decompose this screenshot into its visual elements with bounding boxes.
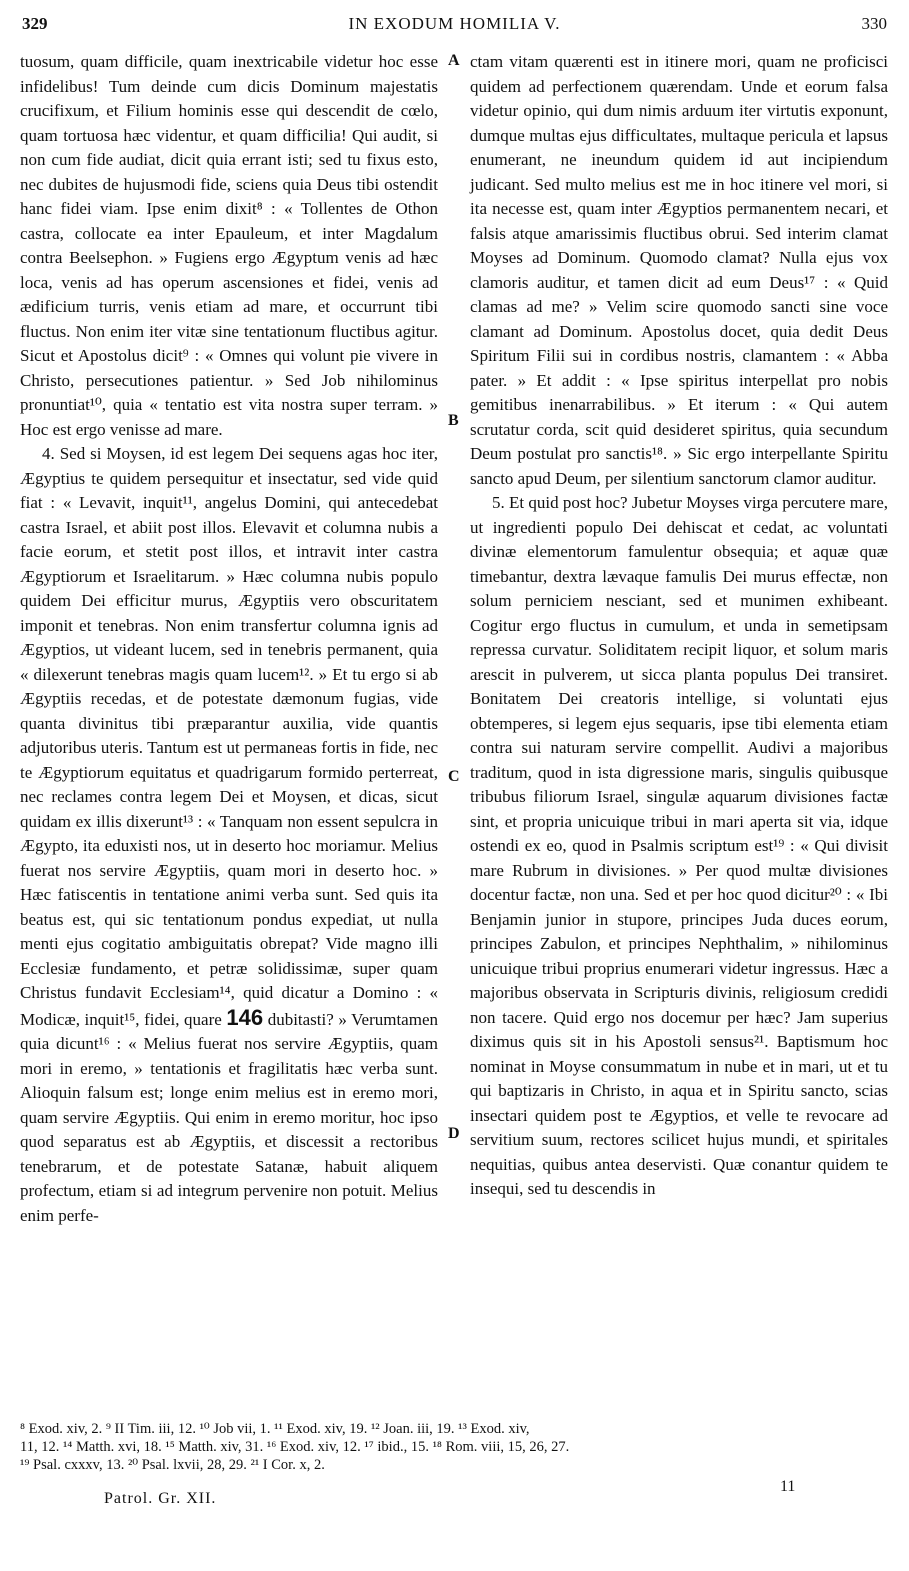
paragraph-5: 5. Et quid post hoc? Jubetur Moyses virga percutere mare, ut ingredienti populo Dei dehiscat et cedat, ac voluntati divinæ elementorum famulentur obsequia; et aquæ quæ timebantur, dextra lævaque famulis Dei murus effectæ, non solum perniciem nesciant, sed et munimen exhibeant. Cogitur ergo fluctus in cumulum, et unda in semetipsam repressa curvatur. Soliditatem recipit liquor, et solum maris arescit in pulverem, ut sicca planta populus Dei transiret. Bonitatem Dei creatoris intellige, si voluntati ejus obtemperes, si legem ejus sequaris, ipse tibi elementa etiam contra sui naturam servire compellit. Audivi a majoribus traditum, quod in ista digressione maris, singulis quibusque tribubus filiorum Israel, singulæ aquarum divisiones factæ sint, et propria unicuique tribui in mari aperta sit via, idque ostendi ex eo, quod in Psalmis scriptum est¹⁹ : « Qui divisit mare Rubrum in divisiones. » Per quod multæ divisiones docentur factæ, non una. Sed et per hoc quod dicitur²⁰ : « Ibi Benjamin junior in stupore, principes Juda duces eorum, principes Zabulon, et principes Nephthalim, » nihilominus unicuique tribui proprius enumerari videtur ingressus. Hæc a majoribus observata in Scripturis divinis, religiosum credidi non tacere. Quid ergo nos docemur per hæc? Jam superius diximus quis sit in his Apostoli sensus²¹. Baptismum hoc nominat in Moyse consummatum in nube et in mari, ut et tu qui baptizaris in Christo, in aqua et in Spiritu sancto, scias insectari quidem post te Ægyptios, et velle te revocare ad servitium suum, rectores scilicet hujus mundi, et spiritales nequitias, quibus antea deservisti. Quæ conantur quidem te insequi, sed tu descendis in: [470, 493, 888, 1198]
signature-mark: 11: [780, 1478, 796, 1495]
page-header: [22, 14, 887, 44]
right-column: [470, 50, 888, 1202]
page-number-right: 330: [861, 14, 887, 33]
margin-letter-b: B: [448, 412, 459, 429]
paragraph-4: [20, 442, 438, 1228]
footnote-line: ¹⁹ Psal. cxxxv, 13. ²⁰ Psal. lxvii, 28, 29. ²¹ I Cor. x, 2.: [20, 1457, 325, 1473]
left-column: [20, 50, 438, 1228]
footnote-line: ⁸ Exod. xiv, 2. ⁹ II Tim. iii, 12. ¹⁰ Job vii, 1. ¹¹ Exod. xiv, 19. ¹² Joan. iii, 19. ¹³ Exod. xiv,: [20, 1421, 530, 1437]
page-marker-146: 146: [226, 1004, 264, 1030]
paragraph: ctam vitam quærenti est in itinere mori, quam ne proficisci quidem ad perfectionem quærendam. Unde et eorum falsa videtur opinio, qui dum nimis arduum iter virtutis exponunt, dumque multas ejus difficultates, multaque pericula et lapsus enumerant, ne ineundum quidem id aut incipiendum judicant. Sed multo melius est me in hoc itinere vel mori, si ita necesse est, quam inter Ægyptios permanentem necari, et falsis atque amarissimis fluctibus obrui. Sed interim clamat Moyses ad Dominum. Quomodo clamat? Nulla ejus vox clamoris auditur, et tamen dicit ad eum Deus¹⁷ : « Quid clamas ad me? » Velim scire quomodo sancti sine voce clamant ad Dominum. Apostolus docet, quia dedit Deus Spiritum Filii sui in cordibus nostris, clamantem : « Abba pater. » Et addit : « Ipse spiritus interpellat pro nobis gemitibus inenarrabilibus. » Et iterum : « Qui autem scrutatur corda, scit quid desideret spiritus, quia secundum Deum postulat pro sanctis¹⁸. » Sic ergo interpellante Spiritu sancto apud Deum, per silentium sanctorum clamor auditur.: [470, 52, 888, 488]
margin-letter-d: D: [448, 1125, 460, 1142]
margin-letter-a: A: [448, 52, 460, 69]
paragraph-text: 4. Sed si Moysen, id est legem Dei sequens agas hoc iter, Ægyptius te quidem persequitur et insectatur, sed vide quid fiat : « Levavit, inquit¹¹, angelus Domini, qui antecedebat castra Israel, et abiit post illos. Elevavit et columna nubis a facie eorum, et stetit post illos, et intravit inter castra Ægyptiorum et Israelitarum. » Hæc columna nubis populo quidem Dei efficitur murus, Ægyptiis vero obscuritatem imponit et tenebras. Non enim transfertur columna ignis ad Ægyptios, ut videant lucem, sed in tenebris permanent, quia « dilexerunt tenebras magis quam lucem¹². » Et tu ergo si ab Ægyptiis recedas, et de potestate dæmonum fugias, vide quanta divinitus tibi præparantur auxilia, vide quantis adjutoribus uteris. Tantum est ut permaneas fortis in fide, nec te Ægyptiorum equitatus et quadrigarum formido perterreat, nec reclames contra legem Dei et Moysen, et dicas, sicut quidam ex illis dixerunt¹³ : « Tanquam non essent sepulcra in Ægypto, ita eduxisti nos, ut in deserto hoc moriamur. Melius fuerat nos servire Ægyptiis, quam mori in deserto hoc. » Hæc fatiscentis in tentatione animi verba sunt. Sed quis ita beatus est, qui sic tentationum pondus expediat, ut nulla menti ejus cogitatio ambiguitatis obrepat? Vide magno illi Ecclesiæ fundamento, et petræ solidissimæ, super quam Christus fundavit Ecclesiam¹⁴, quid dicatur a Domino : « Modicæ, inquit¹⁵, fidei, quare: [20, 444, 438, 1029]
margin-letter-c: C: [448, 768, 460, 785]
paragraph-text-continued: dubitasti? » Verumtamen quia dicunt¹⁶ : « Melius fuerat nos servire Ægyptiis, quam mori in eremo, » tentationis et fragilitatis hæc verba sunt. Alioquin falsum est; longe enim melius est in eremo mori, quam servire Ægyptiis. Qui enim in eremo moritur, hoc ipso quod separatus est ab Ægyptiis, et discessit a rectoribus tenebrarum, et de potestate Satanæ, habuit aliquem profectum, etiam si ad integrum pervenire non potuit. Melius enim perfe-: [20, 1009, 438, 1225]
patrologia-footer: Patrol. Gr. XII.: [104, 1490, 217, 1507]
paragraph: tuosum, quam difficile, quam inextricabile videtur hoc esse infidelibus! Tum deinde cum dicis Dominum majestatis crucifixum, et Filium hominis esse qui descendit de cœlo, quam tortuosa hæc videntur, et quam difficilia! Qui audit, si non cum fide audiat, dicit quia errant isti; sed tu fixus esto, nec dubites de hujusmodi fide, sciens quia Deus tibi ostendit hanc fidei viam. Ipse enim dixit⁸ : « Tollentes de Othon castra, collocate ea inter Epauleum, et inter Magdalum contra Beelsephon. » Fugiens ergo Ægyptum venis ad hæc loca, venis ad has operum ascensiones et fidei, venis ad ædificium turris, venis etiam ad mare, et occurrunt tibi fluctus. Non enim iter vitæ sine tentationum fluctibus agitur. Sicut et Apostolus dicit⁹ : « Omnes qui volunt pie vivere in Christo, persecutiones patientur. » Sed Job nihilominus pronuntiat¹⁰, quia « tentatio est vita nostra super terram. » Hoc est ergo venisse ad mare.: [20, 52, 438, 439]
footnote-line: 11, 12. ¹⁴ Matth. xvi, 18. ¹⁵ Matth. xiv, 31. ¹⁶ Exod. xiv, 12. ¹⁷ ibid., 15. ¹⁸ Rom. viii, 15, 26, 27.: [20, 1439, 570, 1455]
running-title: IN EXODUM HOMILIA V.: [348, 14, 561, 33]
page-number-left: 329: [22, 14, 48, 33]
